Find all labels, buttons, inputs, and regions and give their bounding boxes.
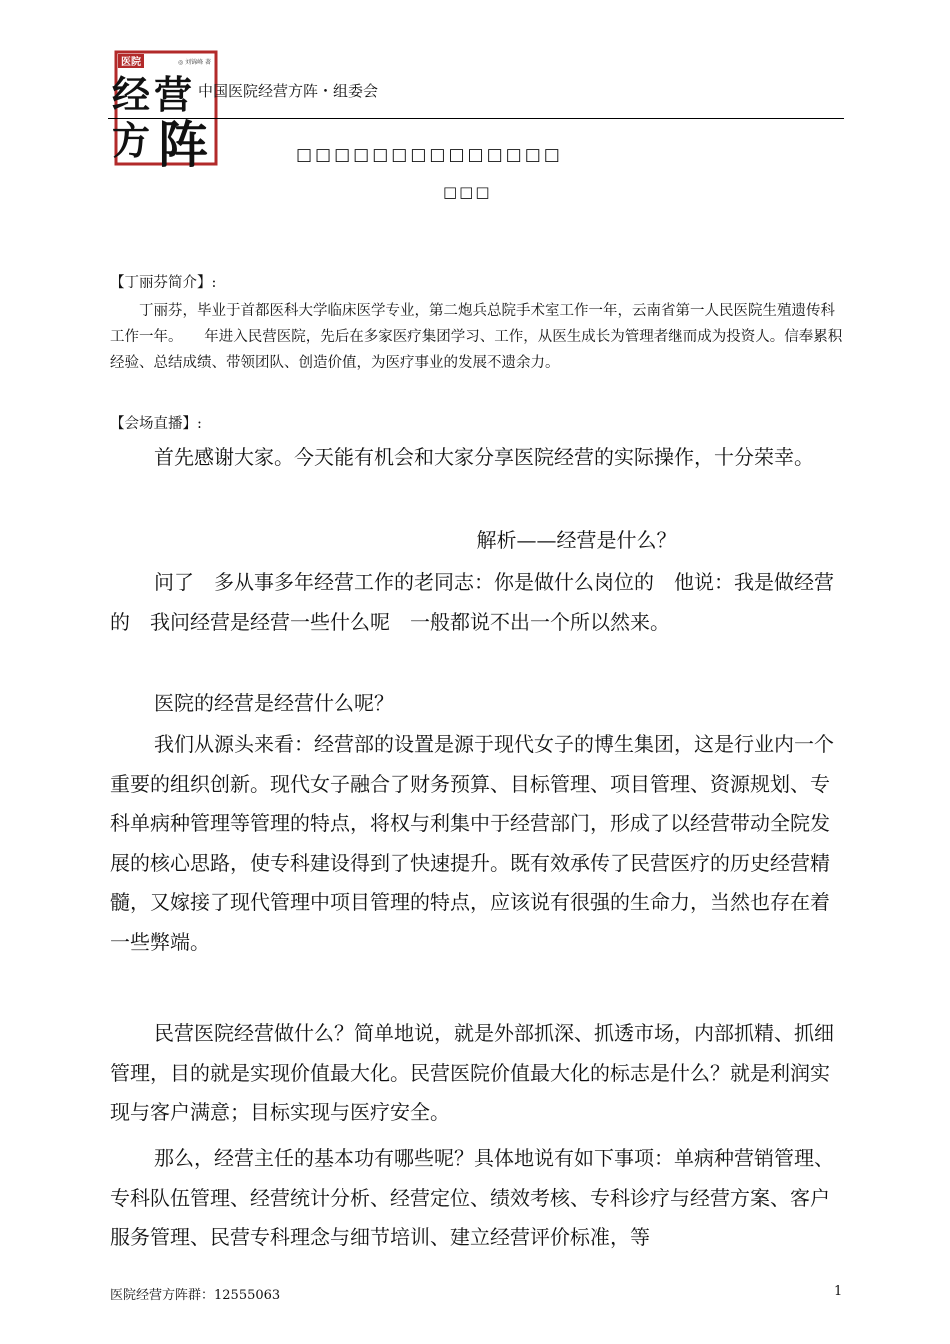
paragraph: 那么，经营主任的基本功有哪些呢？具体地说有如下事项：单病种营销管理、专科队伍管理、经营统计分析、经营定位、绩效考核、专科诊疗与经营方案、客户服务管理、民营专科理念与细节培训、建立经营评价标准，等 [110,1146,834,1249]
footer-group-label: 医院经营方阵群：12555063 [110,1288,281,1303]
paragraph: 医院的经营是经营什么呢？ [154,691,394,715]
paragraph: 民营医院经营做什么？简单地说，就是外部抓深、抓透市场，内部抓精、抓细管理，目的就是实现价值最大化。民营医院价值最大化的标志是什么？就是利润实现与客户满意；目标实现与医疗安全。 [110,1021,834,1124]
page-number: 1 [834,1284,843,1299]
document-author: □□□ [443,183,492,201]
svg-text:◎ 刘锦峰 著: ◎ 刘锦峰 著 [178,59,212,66]
svg-text:方: 方 [112,119,151,163]
svg-text:营: 营 [154,73,193,117]
book-logo [108,50,228,180]
live-heading: 【会场直播】: [110,416,202,432]
paragraph: 我们从源头来看：经营部的设置是源于现代女子的博生集团，这是行业内一个重要的组织创新。现代女子融合了财务预算、目标管理、项目管理、资源规划、专科单病种管理等管理的特点，将权与利集中于经营部门，形成了以经营带动全院发展的核心思路，使专科建设得到了快速提升。既有效承传了民营医疗的历史经营精髓，又嫁接了现代管理中项目管理的特点，应该说有很强的生命力，当然也存在着一些弊端。 [110,732,834,954]
svg-text:阵: 阵 [158,116,208,174]
intro-body: 丁丽芬，毕业于首都医科大学临床医学专业，第二炮兵总院手术室工作一年，云南省第一人民医院生殖遗传科工作一年。 年进入民营医院，先后在多家医疗集团学习、工作，从医生成长为管理者继而成为投资人。信奉累积经验、总结成绩、带领团队、创造价值，为医疗事业的发展不遗余力。 [110,303,843,371]
section-title: 解析——经营是什么？ [476,528,677,552]
svg-text:医院: 医院 [121,57,141,68]
svg-text:经: 经 [112,73,151,117]
organizer-name: 中国医院经营方阵・组委会 [198,82,379,100]
header-divider [108,118,844,119]
book-logo-graphic [108,50,228,180]
paragraph: 问了 多从事多年经营工作的老同志：你是做什么岗位的 他说：我是做经营的 我问经营是经营一些什么呢 一般都说不出一个所以然来。 [110,570,834,634]
intro-heading: 【丁丽芬简介】: [110,275,217,291]
paragraph: 首先感谢大家。今天能有机会和大家分享医院经营的实际操作，十分荣幸。 [154,445,814,469]
document-title: □□□□□□□□□□□□□□ [296,145,563,165]
